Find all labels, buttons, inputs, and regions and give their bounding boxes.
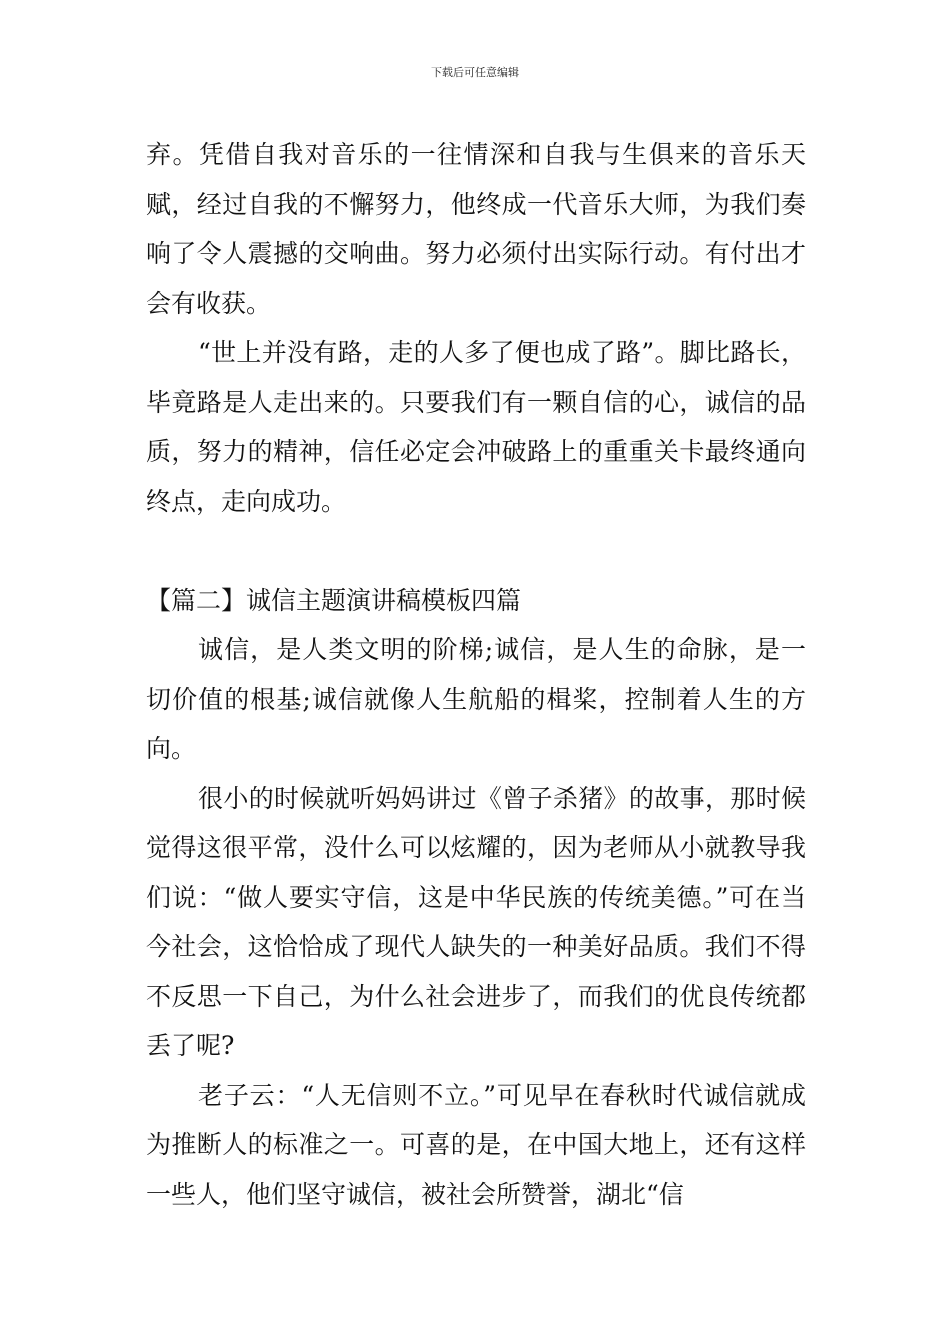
paragraph-4: 很小的时候就听妈妈讲过《曾子杀猪》的故事，那时候觉得这很平常，没什么可以炫耀的，因为老师从小就教导我们说：“做人要实守信，这是中华民族的传统美德。”可在当今社会，这恰恰成了现代人缺失的一种美好品质。我们不得不反思一下自己，为什么社会进步了，而我们的优良传统都丢了呢?	[146, 783, 806, 1060]
section-title: 【篇二】诚信主题演讲稿模板四篇	[146, 585, 522, 615]
paragraph-2: “世上并没有路，走的人多了便也成了路”。脚比路长，毕竟路是人走出来的。只要我们有一颗自信的心，诚信的品质，努力的精神，信任必定会冲破路上的重重关卡最终通向终点，走向成功。	[146, 338, 806, 516]
section-spacer	[146, 526, 806, 576]
page-header-note: 下载后可任意编辑	[431, 66, 519, 79]
paragraph-5: 老子云：“人无信则不立。”可见早在春秋时代诚信就成为推断人的标准之一。可喜的是，在中国大地上，还有这样一些人，他们坚守诚信，被社会所赞誉，湖北“信	[146, 1080, 806, 1209]
paragraph-3: 诚信，是人类文明的阶梯;诚信，是人生的命脉，是一切价值的根基;诚信就像人生航船的楫桨，控制着人生的方向。	[146, 635, 806, 763]
paragraph-1: 弃。凭借自我对音乐的一往情深和自我与生俱来的音乐天赋，经过自我的不懈努力，他终成一代音乐大师，为我们奏响了令人震撼的交响曲。努力必须付出实际行动。有付出才会有收获。	[146, 140, 806, 318]
document-body	[146, 130, 806, 1219]
